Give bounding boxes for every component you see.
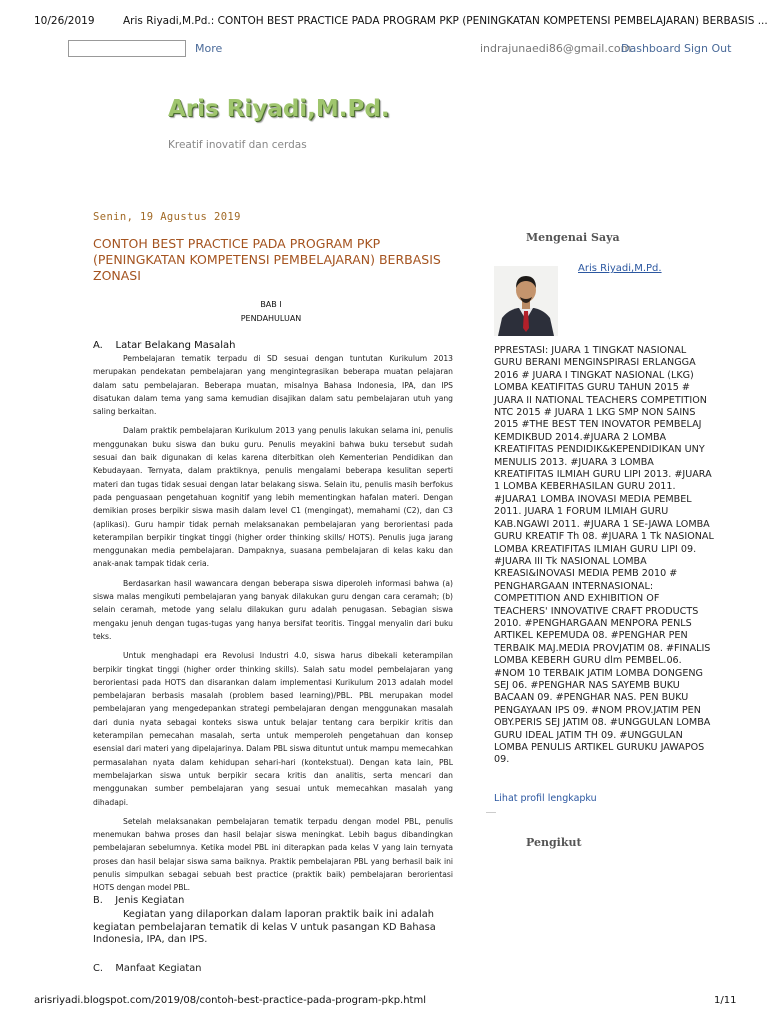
print-date: 10/26/2019 (34, 15, 95, 27)
section-b-text: Kegiatan yang dilaporkan dalam laporan praktik baik ini adalah kegiatan pembelajaran tematik di kelas V untuk pasangan KD Bahasa Indonesia, IPA, dan IPS. (93, 909, 436, 945)
navbar-search-input[interactable] (68, 40, 186, 57)
navbar-more-link[interactable]: More (195, 42, 223, 55)
paragraph-1: Pembelajaran tematik terpadu di SD sesuai dengan tuntutan Kurikulum 2013 merupakan pendekatan pembelajaran yang mengintegrasikan beberapa muatan pelajaran dalam satu pembelajaran. Beberapa muatan, misalnya Bahasa Indonesia, IPA, dan IPS disatukan dalam tema yang sama kemudian disajikan dalam satu pembelajaran utuh yang saling berkaitan. (93, 354, 453, 417)
post-date: Senin, 19 Agustus 2019 (93, 211, 241, 223)
about-heading: Mengenai Saya (526, 231, 620, 244)
paragraph-3: Berdasarkan hasil wawancara dengan beberapa siswa diperoleh informasi bahwa (a) siswa malas mengikuti pembelajaran yang banyak dilakukan guru dengan cara ceramah; (b) selain ceramah, metode yang selalu dilakukan guru adalah penugasan. Sebagian siswa mengaku jenuh dengan tugas-tugas yang hanya bersifat teoritis. Tinggal menyalin dari buku teks. (93, 578, 453, 641)
navbar-signout-link[interactable]: Sign Out (684, 42, 732, 55)
paragraph-5: Setelah melaksanakan pembelajaran tematik terpadu dengan model PBL, penulis menemukan bahwa proses dan hasil belajar siswa meningkat. Lebih bagus dibandingkan pembelajaran sebelumnya. Ketika model PBL ini diterapkan pada kelas V yang lain ternyata proses dan hasil belajar siswa sama baiknya. Praktik pembelajaran PBL yang berhasil baik ini penulis simpulkan sebagai sebuah best practice (praktik baik) pembelajaran berorientasi HOTS dengan model PBL. (93, 816, 453, 893)
blog-title[interactable]: Aris Riyadi,M.Pd. (168, 96, 390, 122)
profile-photo[interactable] (494, 266, 558, 336)
sidebar-divider (486, 812, 496, 813)
post-body (93, 352, 453, 895)
footer-page-number: 1/11 (714, 995, 737, 1006)
footer-url: arisriyadi.blogspot.com/2019/08/contoh-best-practice-pada-program-pkp.html (34, 995, 426, 1006)
paragraph-2: Dalam praktik pembelajaran Kurikulum 2013 yang penulis lakukan selama ini, penulis menggunakan buku siswa dan buku guru. Penulis meyakini bahwa buku tersebut sudah sesuai dan baik digunakan di kelas karena diterbitkan oleh Kementerian Pendidikan dan Kebudayaan. Ternyata, dalam praktiknya, penulis mengalami beberapa kesulitan seperti materi dan tugas tidak sesuai dengan latar belakang siswa. Selain itu, penulis masih berfokus pada penguasaan pengetahuan kognitif yang lebih mementingkan hafalan materi. Dengan demikian proses berpikir siswa masih dalam level C1 (mengingat), memahami (C2), dan C3 (aplikasi). Guru hampir tidak pernah melaksanakan pembelajaran yang berorientasi pada keterampilan berpikir tingkat tinggi (higher order thinking skills/ HOTS). Penulis juga jarang menggunakan media pembelajaran. Dampaknya, suasana pembelajaran di kelas kaku dan anak-anak tampak tidak ceria. (93, 426, 453, 569)
chapter-title: PENDAHULUAN (240, 314, 302, 323)
view-full-profile-link[interactable]: Lihat profil lengkapku (494, 793, 597, 804)
followers-heading: Pengikut (526, 836, 582, 849)
profile-bio: PPRESTASI: JUARA 1 TINGKAT NASIONAL GURU BERANI MENGINSPIRASI ERLANGGA 2016 # JUARA I TINGKAT NASIONAL (LKG) LOMBA KEATIFITAS GURU TAHUN 2015 # JUARA II NATIONAL TEACHERS COMPETITION NTC 2015 # JUARA 1 LKG SMP NON SAINS 2015 #THE BEST TEN INOVATOR PEMBELAJ KEMDIKBUD 2014.#JUARA 2 LOMBA KREATIFITAS PENDIDIK&KEPENDIDIKAN UNY MENULIS 2013. #JUARA 3 LOMBA KREATIFITAS ILMIAH GURU LIPI 2013. #JUARA 1 LOMBA KEBERHASILAN GURU 2011. #JUARA1 LOMBA INOVASI MEDIA PEMBEL 2011. JUARA 1 FORUM ILMIAH GURU KAB.NGAWI 2011. #JUARA 1 SE-JAWA LOMBA GURU KREATIF Th 08. #JUARA 1 Tk NASIONAL LOMBA KREATIFITAS ILMIAH GURU LIPI 09. #JUARA III Tk NASIONAL LOMBA KREASI&INOVASI MEDIA PEMB 2010 # PENGHARGAAN INTERNASIONAL: COMPETITION AND EXHIBITION OF TEACHERS' INNOVATIVE CRAFT PRODUCTS 2010. #PENGHARGAAN MENPORA PENLS ARTIKEL KEPEMUDA 08. #PENGHAR PEN TERBAIK MAJ.MEDIA PROVJATIM 08. #FINALIS LOMBA KEBERH GURU dlm PEMBEL.06. #NOM 10 TERBAIK JATIM LOMBA DONGENG SEJ 06. #PENGHAR NAS SAYEMB BUKU BACAAN 09. #PENGHAR NAS. PEN BUKU PENGAYAAN IPS 09. #NOM PROV.JATIM PEN OBY.PERIS SEJ JATIM 08. #UNGGULAN LOMBA GURU IDEAL JATIM TH 09. #UNGGULAN LOMBA PENULIS ARTIKEL GURUKU JAWAPOS 09. (494, 345, 714, 766)
blog-description: Kreatif inovatif dan cerdas (168, 139, 307, 151)
navbar-dashboard-link[interactable]: Dashboard (621, 42, 681, 55)
profile-name-link[interactable]: Aris Riyadi,M.Pd. (578, 263, 662, 274)
section-c-heading: C. Manfaat Kegiatan (93, 963, 202, 974)
print-title: Aris Riyadi,M.Pd.: CONTOH BEST PRACTICE PADA PROGRAM PKP (PENINGKATAN KOMPETENSI PEMBELAJARAN) BERBASIS ... (123, 15, 768, 27)
post-title[interactable]: CONTOH BEST PRACTICE PADA PROGRAM PKP (PENINGKATAN KOMPETENSI PEMBELAJARAN) BERBASIS ZONASI (93, 236, 441, 283)
chapter-label: BAB I (260, 300, 282, 309)
navbar-user-email: indrajunaedi86@gmail.com (480, 42, 632, 55)
paragraph-4: Untuk menghadapi era Revolusi Industri 4.0, siswa harus dibekali keterampilan berpikir tingkat tinggi (higher order thinking skills). Salah satu model pembelajaran yang berorientasi pada HOTS dan disarankan dalam implementasi Kurikulum 2013 adalah model pembelajaran berbasis masalah (problem based learning)/PBL. PBL merupakan model pembelajaran yang mengedepankan strategi pembelajaran dengan menggunakan masalah dari dunia nyata sebagai konteks siswa untuk belajar tentang cara berpikir kritis dan keterampilan pemecahan masalah, serta untuk memperoleh pengetahuan dan konsep esensial dari materi yang dipelajarinya. Dalam PBL siswa dituntut untuk mampu memecahkan permasalahan nyata dalam kehidupan sehari-hari (kontekstual). Dengan kata lain, PBL membelajarkan siswa untuk berpikir secara kritis dan analitis, serta mencari dan menggunakan sumber pembelajaran yang sesuai untuk memecahkan masalah yang dihadapi. (93, 651, 453, 807)
section-a-heading: A. Latar Belakang Masalah (93, 340, 236, 351)
section-b-heading: B. Jenis Kegiatan (93, 895, 185, 906)
